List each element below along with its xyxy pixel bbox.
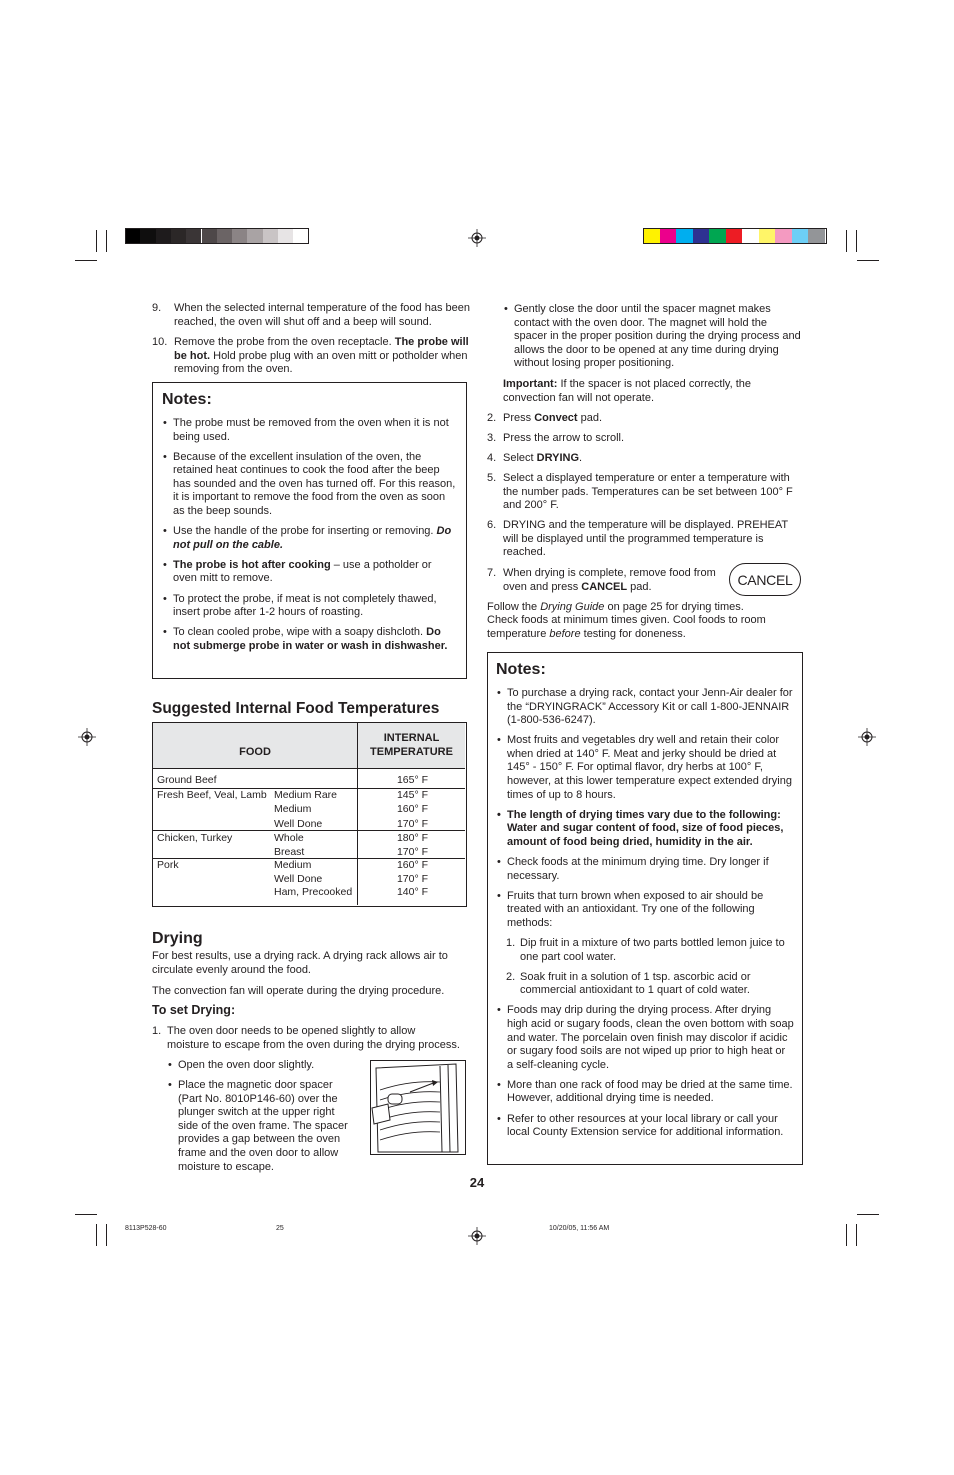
drying-step-1-bullets [167, 1059, 357, 1181]
notes-box-drying [487, 652, 803, 1165]
drying-title: Drying [152, 930, 203, 947]
note-item: • To purchase a drying rack, contact your Jenn-Air dealer for the “DRYINGRACK” Accessory Kit or call 1-800-JENNAIR (1-800-536-6247). [496, 687, 794, 728]
step-text: Select a displayed temperature or enter a temperature with the number pads. Temperatures can be set between 100° F and 200° F. [503, 472, 793, 512]
step-number: 10. [152, 336, 168, 348]
table-cell-temperature: 160° F [396, 803, 428, 815]
table-cell-temperature: 170° F [396, 818, 428, 830]
sub-bullet: • Gently close the door until the spacer magnet makes contact with the oven door. The magnet will hold the spacer in the proper position during the drying process and allows the door to be opened at any time during drying without losing proper positioning. [503, 303, 803, 371]
step-text: Press the arrow to scroll. [503, 432, 625, 444]
table-cell-doneness: Medium Rare [274, 789, 338, 801]
temps-section-title: Suggested Internal Food Temperatures [152, 700, 440, 717]
sub-bullet: • Place the magnetic door spacer (Part No. 8010P146-60) over the plunger switch at the upper right side of the oven frame. The spacer provides a gap between the oven frame and the oven door to allow moisture to escape. [167, 1079, 357, 1174]
important-note: Important: If the spacer is not placed correctly, the convection fan will not operate. [503, 378, 752, 404]
footer-sheet: 25 [276, 1225, 284, 1232]
drying-intro: For best results, use a drying rack. A drying rack allows air to circulate evenly around the food. [152, 950, 448, 976]
page-number: 24 [469, 1175, 485, 1190]
step-number: 7. [487, 567, 497, 579]
table-cell-temperature: 140° F [396, 886, 428, 898]
registration-mark-icon [468, 229, 486, 247]
note-item: • Most fruits and vegetables dry well and retain their color when dried at 140° F. Meat and jerky should be dried at 145° - 150° F. For optimal flavor, dry herbs at 100° F, however, at this lower temperature expect extended drying times of up to 8 hours. [496, 734, 794, 802]
note-item: • Use the handle of the probe for inserting or removing. Do not pull on the cable. [162, 525, 458, 552]
step-number: 9. [152, 302, 162, 314]
table-cell-temperature: 160° F [396, 859, 428, 871]
header-food: FOOD [239, 746, 271, 758]
table-cell-food: Ground Beef [157, 774, 217, 786]
note-item: • The probe must be removed from the oven when it is not being used. [162, 417, 458, 444]
step-text: Press Convect pad. [503, 412, 603, 424]
color-bar-frame [643, 228, 827, 244]
table-cell-temperature: 145° F [396, 789, 428, 801]
table-cell-temperature: 170° F [396, 846, 428, 858]
step-text: Select DRYING. [503, 452, 583, 464]
step-text: When the selected internal temperature of the food has been reached, the oven will shut off and a beep will sound. [174, 302, 470, 328]
step-number: 1. [152, 1025, 162, 1037]
step-number: 6. [487, 519, 497, 531]
sub-bullet: • Open the oven door slightly. [167, 1059, 357, 1073]
note-item: • Check foods at the minimum drying time. Dry longer if necessary. [496, 856, 794, 883]
header-temp-line2: TEMPERATURE [370, 746, 453, 758]
table-cell-temperature: 170° F [396, 873, 428, 885]
drying-guide-reference: Follow the Drying Guide on page 25 for drying times. [487, 601, 744, 613]
header-temp-line1: INTERNAL [383, 732, 440, 744]
notes-title: Notes: [162, 391, 212, 408]
table-cell-food: Pork [157, 859, 179, 871]
registration-mark-icon [858, 728, 876, 746]
table-cell-doneness: Medium [274, 859, 312, 871]
table-cell-doneness: Medium [274, 803, 312, 815]
method-item: 2. Soak fruit in a solution of 1 tsp. ascorbic acid or commercial antioxidant to 1 quart of cold water. [506, 970, 751, 997]
note-item: • To clean cooled probe, wipe with a soapy dishcloth. Do not submerge probe in water or wash in dishwasher. [162, 626, 458, 653]
method-item: 1. Dip fruit in a mixture of two parts bottled lemon juice to one part cool water. [506, 937, 785, 963]
registration-mark-icon [78, 728, 96, 746]
note-item: • Because of the excellent insulation of the oven, the retained heat continues to cook the food after the beep has sounded and the oven has turned off. For this reason, it is important to remove the food from the oven as soon as the beep sounds. [162, 451, 458, 519]
table-cell-doneness: Ham, Precooked [274, 886, 353, 898]
footer-datetime: 10/20/05, 11:56 AM [549, 1225, 610, 1232]
doneness-note: Check foods at minimum times given. Cool foods to room temperature before testing for doneness. [487, 614, 766, 640]
note-item: • Foods may drip during the drying process. After drying high acid or sugary foods, clean the oven bottom with soap and water. The porcelain oven finish may discolor if acidic or sugary food soils are not wiped up prior to high heat or a self-cleaning cycle. [496, 1004, 794, 1072]
note-item: • Refer to other resources at your local library or call your local County Extension service for additional information. [496, 1113, 794, 1140]
food-temperature-table [152, 722, 467, 907]
table-cell-temperature: 165° F [396, 774, 428, 786]
note-item: • Fruits that turn brown when exposed to air should be treated with an antioxidant. Try one of the following methods: [496, 890, 794, 931]
to-set-drying-subtitle: To set Drying: [152, 1003, 236, 1017]
notes-title: Notes: [496, 661, 546, 678]
step-number: 5. [487, 472, 497, 484]
table-cell-doneness: Whole [274, 832, 304, 844]
cancel-key-icon: CANCEL [729, 563, 801, 596]
step-text: Remove the probe from the oven receptacle. The probe will be hot. Hold probe plug with an oven mitt or potholder when removing from the oven. [174, 336, 469, 376]
table-cell-doneness: Breast [274, 846, 305, 858]
step-text: When drying is complete, remove food from oven and press CANCEL pad. [503, 567, 716, 593]
step-number: 2. [487, 412, 497, 424]
table-cell-food: Chicken, Turkey [157, 832, 233, 844]
step-text: DRYING and the temperature will be displayed. PREHEAT will be displayed until the programmed temperature is reached. [503, 519, 788, 559]
step-text: The oven door needs to be opened slightly to allow moisture to escape from the oven during the drying process. [167, 1025, 460, 1051]
note-item: • More than one rack of food may be dried at the same time. However, additional drying time is needed. [496, 1079, 794, 1106]
step-number: 4. [487, 452, 497, 464]
door-spacer-illustration [370, 1060, 466, 1155]
drying-fan-note: The convection fan will operate during the drying procedure. [152, 985, 445, 997]
table-cell-doneness: Well Done [274, 873, 323, 885]
footer-code: 8113P528-60 [125, 1225, 167, 1232]
note-item: • The probe is hot after cooking – use a potholder or oven mitt to remove. [162, 559, 458, 586]
table-cell-temperature: 180° F [396, 832, 428, 844]
registration-mark-icon [468, 1227, 486, 1245]
step-number: 3. [487, 432, 497, 444]
drying-step-1-bullets-cont [503, 303, 803, 377]
table-cell-food: Fresh Beef, Veal, Lamb [157, 789, 267, 801]
notes-box-probe [152, 382, 467, 679]
table-cell-doneness: Well Done [274, 818, 323, 830]
note-item: • The length of drying times vary due to the following: Water and sugar content of food, size of food pieces, amount of food being dried, humidity in the air. [496, 809, 794, 850]
note-item: • To protect the probe, if meat is not completely thawed, insert probe after 1-2 hours of roasting. [162, 593, 458, 620]
gray-bar-frame [125, 228, 309, 244]
